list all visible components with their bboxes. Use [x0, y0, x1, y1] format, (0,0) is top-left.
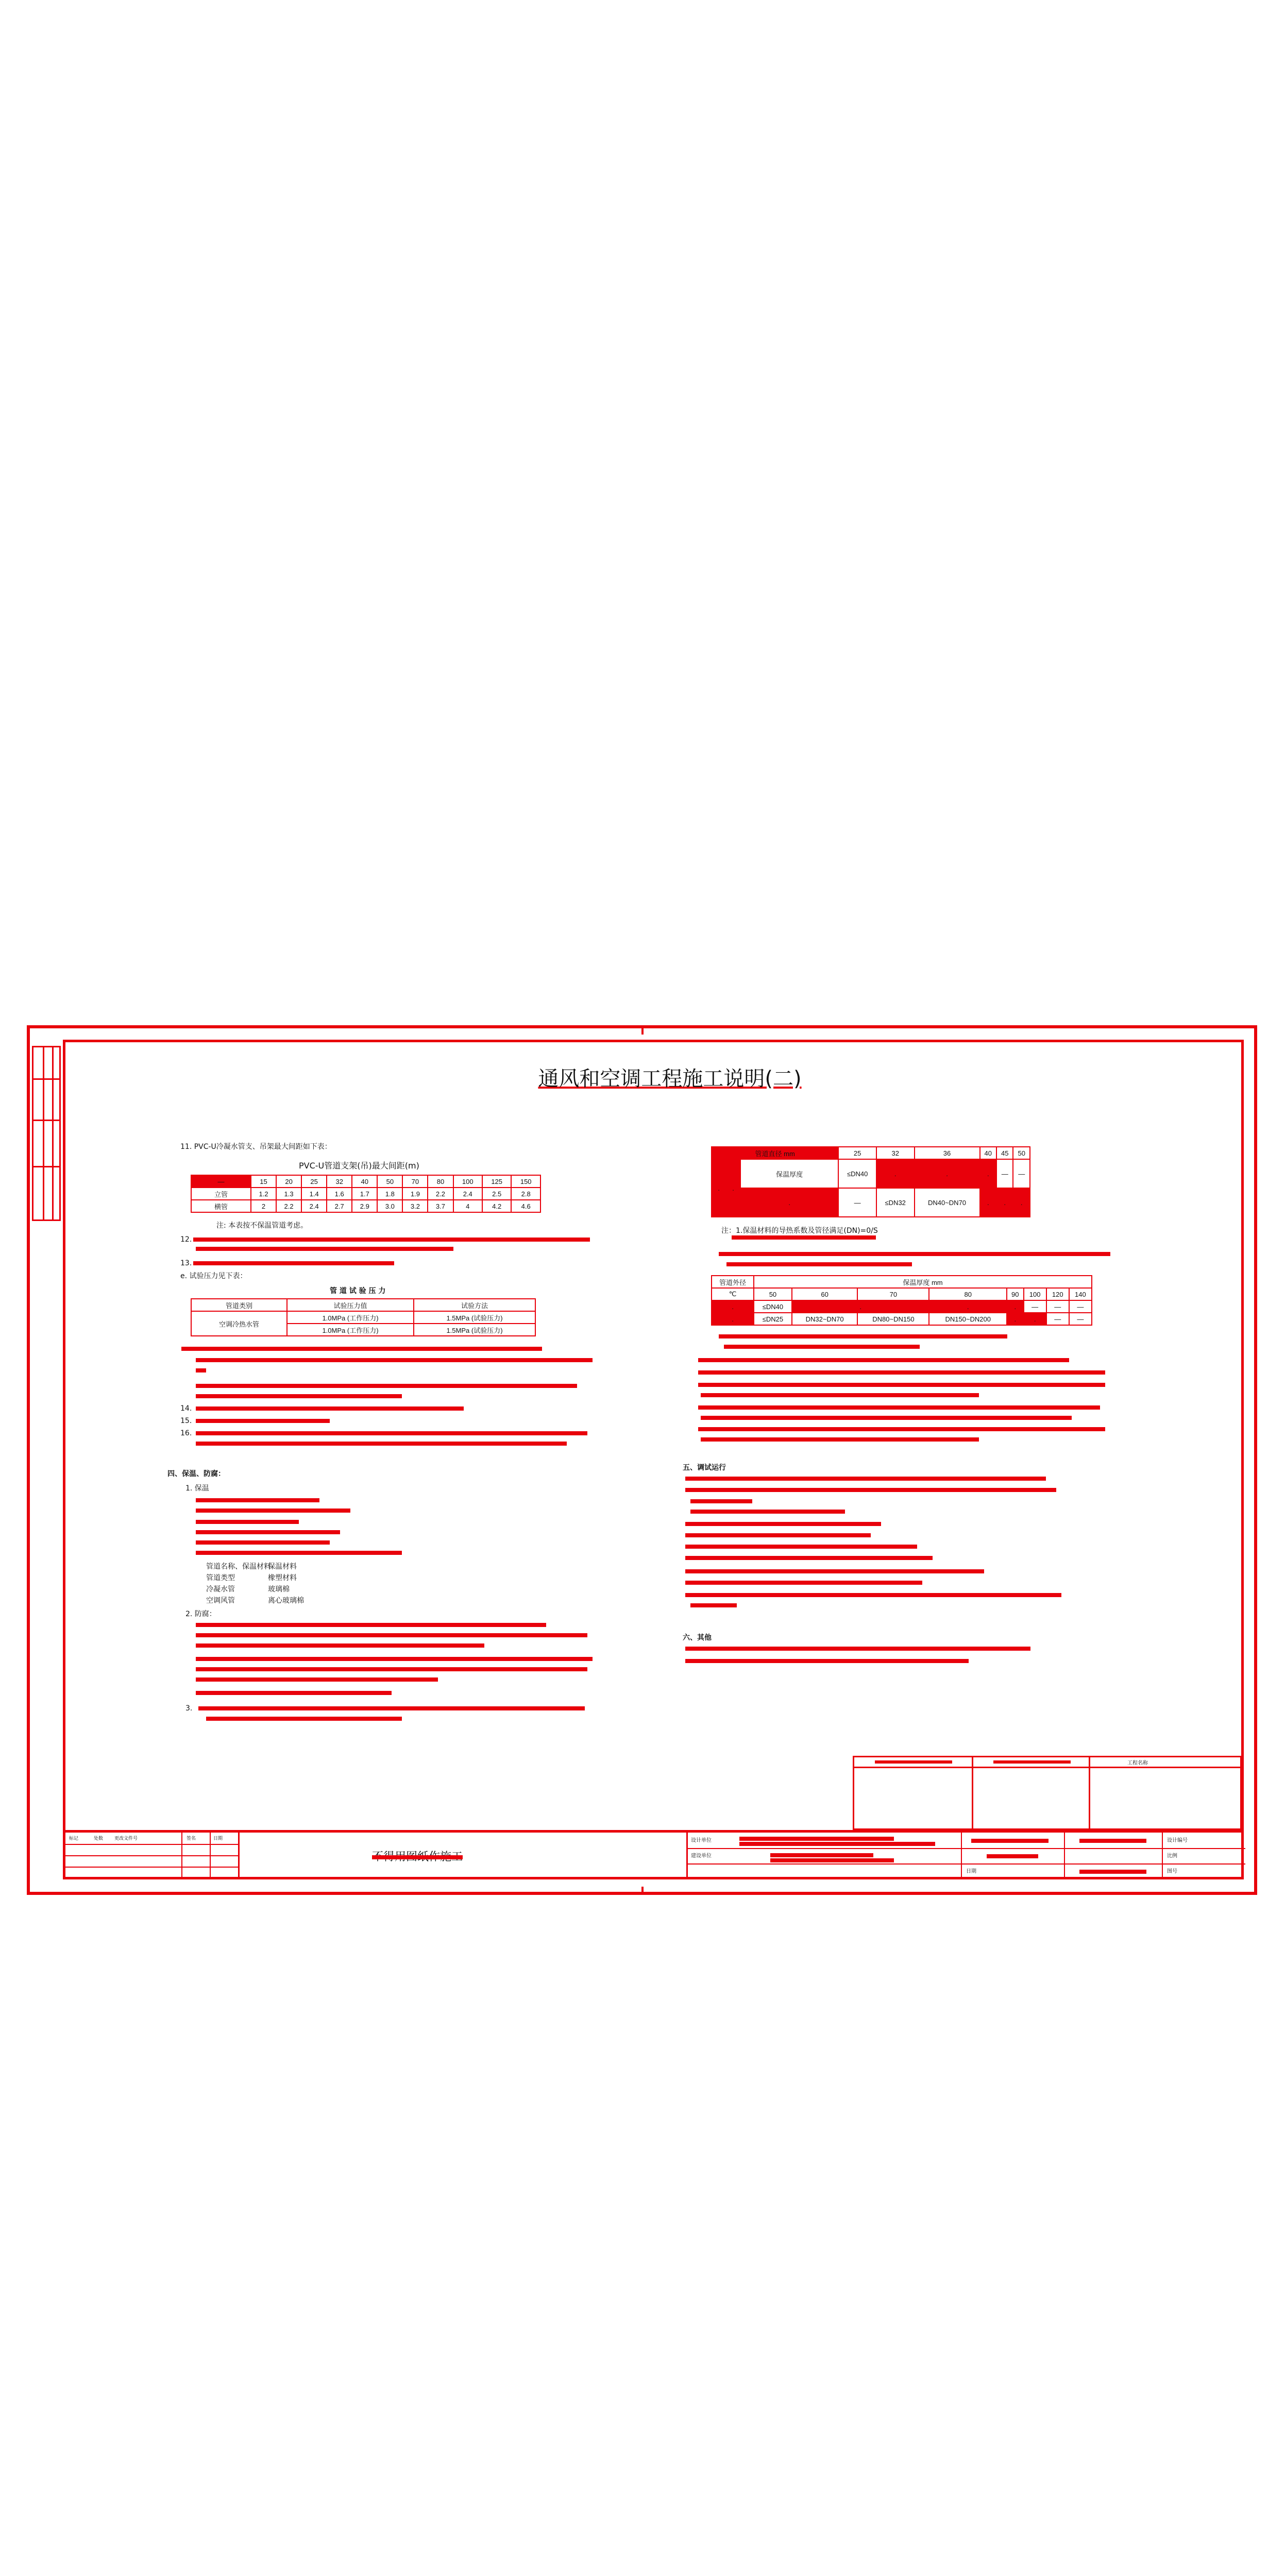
redline-r13	[701, 1437, 979, 1442]
section4-heading: 四、保温、防腐：	[167, 1470, 225, 1478]
note-item-15: 15.	[180, 1417, 192, 1425]
redline-s4g	[196, 1623, 546, 1627]
pressure-test-table: 管道类别 试验压力值 试验方法 空调冷热水管 1.0MPa (工作压力) 1.5MPa (试验压力) 1.0MPa (工作压力) 1.5MPa (试验压力)	[191, 1298, 536, 1336]
insulation-list-2: 管道类型	[206, 1574, 235, 1582]
section4-item3: 3.	[185, 1704, 193, 1713]
redline-r5	[724, 1345, 920, 1349]
note-item-14: 14.	[180, 1404, 192, 1413]
redline-e	[196, 1394, 402, 1398]
drawing-title: 通风和空调工程施工说明(二)	[538, 1067, 802, 1091]
redline-s5f	[685, 1533, 871, 1537]
support-spacing-table: — 15 20 25 32 40 50 70 80 100 125 150 立管 1.2 1.3 1.4 1.6 1.7 1.8 1.9 2.2 2.4 2.5 2.8 横管 2 2.2 2.4 2.7 2.9 3.0 3.2 3.7 4 4.2 4.6	[191, 1175, 541, 1213]
section5-heading: 五、调试运行	[683, 1464, 726, 1472]
redline-r10	[698, 1405, 1100, 1410]
redline-12a	[193, 1238, 590, 1242]
redline-s4j	[196, 1657, 593, 1661]
table1-corner: —	[191, 1175, 251, 1188]
table2-caption: 管 道 试 验 压 力	[330, 1287, 386, 1295]
redline-c	[196, 1368, 206, 1372]
redline-r9	[701, 1393, 979, 1397]
redline-s5e	[685, 1522, 881, 1526]
redline-s5d	[690, 1510, 845, 1514]
redline-s5j	[685, 1581, 922, 1585]
note-item-16: 16.	[180, 1429, 192, 1437]
redline-r3	[726, 1262, 912, 1266]
redline-r12	[698, 1427, 1105, 1431]
insulation-thickness-table: 管道直径 mm 25 32 36 40 45 50 . . 保温厚度 ≤DN40 . . . — — . — ≤DN32 DN40~DN70 . . .	[711, 1146, 1030, 1217]
redline-s4h	[196, 1633, 587, 1637]
redline-s4c	[196, 1520, 299, 1524]
redline-s4k	[196, 1667, 587, 1671]
redline-s5h	[685, 1556, 933, 1560]
table1-row1-label: 立管	[191, 1188, 251, 1200]
redline-s4b	[196, 1509, 350, 1513]
redline-s4n	[198, 1706, 585, 1710]
redline-s4d	[196, 1530, 340, 1534]
redline-r4	[719, 1334, 1007, 1338]
table1-caption: PVC-U管道支架(吊)最大间距(m)	[299, 1161, 419, 1171]
center-mark-bottom	[641, 1887, 644, 1894]
section4-item1: 1. 保温	[185, 1484, 209, 1493]
redline-s4i	[196, 1643, 484, 1648]
note-item-e: e. 试验压力见下表：	[180, 1272, 247, 1280]
redline-s5i	[685, 1569, 984, 1573]
redline-s5g	[685, 1545, 917, 1549]
duct-insulation-table: 管道外径 保温厚度 mm ℃ 50 60 70 80 90 100 120 140 . ≤DN40 . . . — — — . ≤DN25 DN32~DN70 DN80~DN150 DN150~DN200 . . — —	[711, 1275, 1092, 1326]
title-block: 标记 处数 更改文件号 签名 日期 不得用图纸作施工 设计单位 建设单位 日期 设计编号 比例 图号	[63, 1830, 1244, 1879]
redline-b	[196, 1358, 593, 1362]
redline-s5k	[685, 1593, 1061, 1597]
note-item-13: 13.	[180, 1259, 192, 1267]
insulation-list-1: 管道名称、保温材料	[206, 1563, 271, 1571]
drawing-inner-frame	[63, 1040, 1244, 1879]
section6-heading: 六、其他	[683, 1634, 712, 1642]
redline-r1	[732, 1235, 876, 1240]
redline-s6a	[685, 1647, 1030, 1651]
insulation-list-3: 冷凝水管	[206, 1585, 235, 1594]
redline-s5c	[690, 1499, 752, 1503]
binding-margin	[32, 1046, 61, 1221]
redline-s5b	[685, 1488, 1056, 1492]
redline-s5l	[690, 1603, 737, 1607]
redline-14	[196, 1406, 464, 1411]
redline-12b	[196, 1247, 453, 1251]
redline-r7	[698, 1370, 1105, 1375]
redline-15	[196, 1419, 330, 1423]
redline-d	[196, 1384, 577, 1388]
center-mark-top	[641, 1027, 644, 1035]
redline-s4e	[196, 1540, 330, 1545]
redline-16a	[196, 1431, 587, 1435]
section4-item2: 2. 防腐：	[185, 1610, 216, 1618]
redline-s6b	[685, 1659, 969, 1663]
redline-s4o	[206, 1717, 402, 1721]
note-item-12: 12.	[180, 1235, 192, 1244]
redline-s4m	[196, 1691, 392, 1695]
insulation-list-4: 空调风管	[206, 1597, 235, 1605]
redline-s5a	[685, 1477, 1046, 1481]
redline-s4a	[196, 1498, 319, 1502]
table1-row2-label: 横管	[191, 1200, 251, 1212]
table3-note: 注：1.保温材料的导热系数及管径满足(DN)=0/S	[721, 1227, 878, 1235]
redline-s4l	[196, 1677, 438, 1682]
redline-r11	[701, 1416, 1072, 1420]
redline-r6	[698, 1358, 1069, 1362]
redline-s4f	[196, 1551, 402, 1555]
redline-r8	[698, 1383, 1105, 1387]
insulation-list-right-1: 保温材料	[268, 1563, 297, 1571]
redline-r2	[719, 1252, 1110, 1256]
approval-stamps: 工程名称	[853, 1756, 1242, 1830]
note-item-11: 11. PVC-U冷凝水管支、吊架最大间距如下表：	[180, 1143, 332, 1151]
insulation-list-right-3: 玻璃棉	[268, 1585, 290, 1594]
redline-16b	[196, 1442, 567, 1446]
redline-13	[193, 1261, 394, 1265]
table1-note: 注: 本表按不保温管道考虑。	[216, 1222, 308, 1230]
title-block-warning: 不得用图纸作施工	[372, 1851, 463, 1863]
redline-a	[181, 1347, 542, 1351]
insulation-list-right-2: 橡塑材料	[268, 1574, 297, 1582]
insulation-list-right-4: 离心玻璃棉	[268, 1597, 304, 1605]
